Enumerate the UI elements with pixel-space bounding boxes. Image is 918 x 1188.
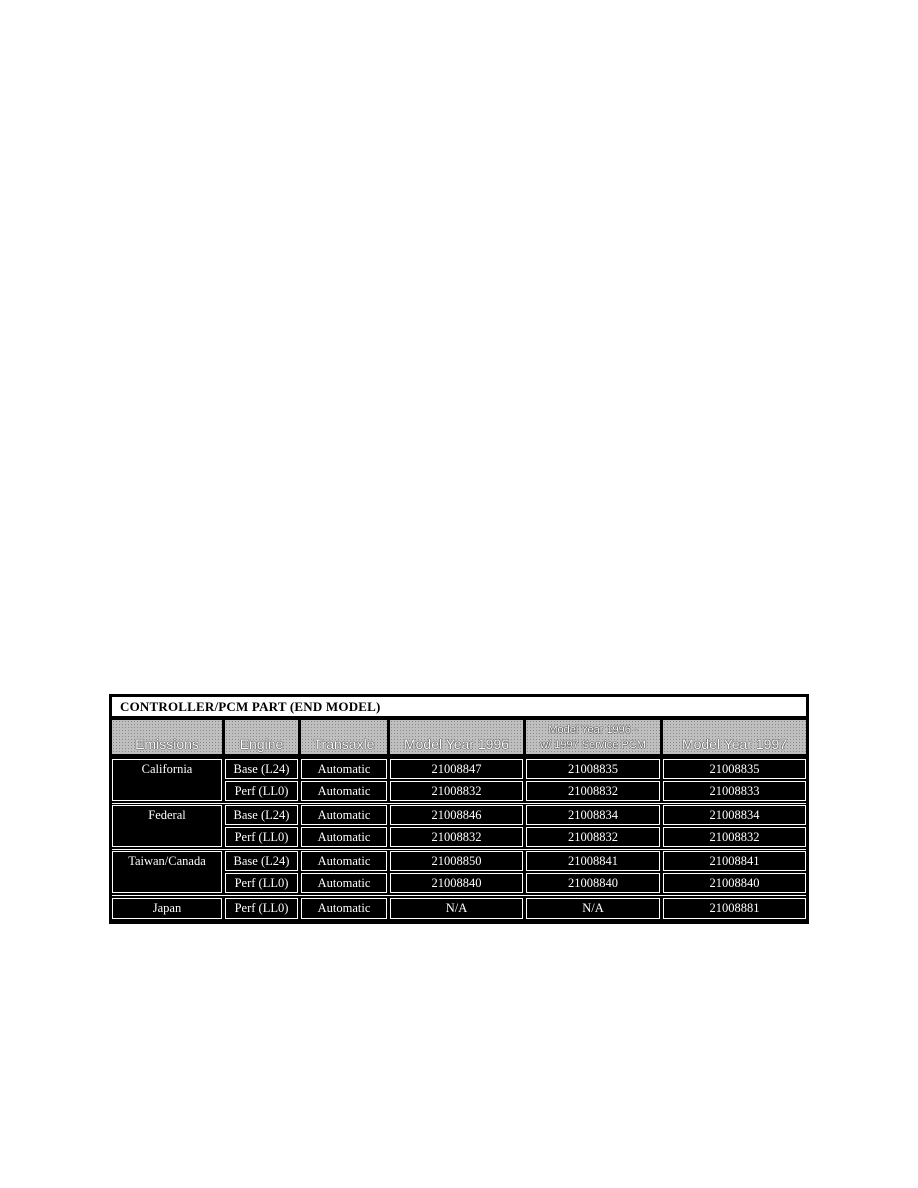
transaxle-cell: Automatic: [301, 873, 387, 893]
emissions-cell-california: California: [112, 759, 222, 801]
engine-cell: Base (L24): [225, 805, 298, 825]
transaxle-cell: Automatic: [301, 898, 387, 919]
transaxle-cell: Automatic: [301, 827, 387, 847]
header-emissions: Emissions: [112, 720, 222, 754]
group-separator: [112, 895, 806, 896]
my1997-cell: 21008881: [663, 898, 806, 919]
my1996-cell: 21008840: [390, 873, 523, 893]
my1997-cell: 21008841: [663, 851, 806, 871]
my1996svc-cell: 21008832: [526, 781, 660, 801]
engine-cell: Base (L24): [225, 851, 298, 871]
emissions-cell-taiwan-canada: Taiwan/Canada: [112, 851, 222, 893]
my1997-cell: 21008835: [663, 759, 806, 779]
transaxle-cell: Automatic: [301, 805, 387, 825]
my1996svc-cell: 21008834: [526, 805, 660, 825]
header-transaxle: Transaxle: [301, 720, 387, 754]
transaxle-cell: Automatic: [301, 759, 387, 779]
emissions-cell-japan: Japan: [112, 898, 222, 919]
my1996svc-cell: 21008832: [526, 827, 660, 847]
my1996-cell: 21008832: [390, 781, 523, 801]
my1996-cell: 21008846: [390, 805, 523, 825]
group-separator: [112, 849, 806, 850]
my1996-cell: 21008847: [390, 759, 523, 779]
engine-cell: Perf (LL0): [225, 781, 298, 801]
table-title: CONTROLLER/PCM PART (END MODEL): [120, 699, 381, 714]
emissions-cell-federal: Federal: [112, 805, 222, 847]
pcm-part-table: [109, 694, 809, 924]
my1997-cell: 21008834: [663, 805, 806, 825]
engine-cell: Base (L24): [225, 759, 298, 779]
my1996-cell: 21008850: [390, 851, 523, 871]
engine-cell: Perf (LL0): [225, 827, 298, 847]
header-model-year-1997: Model Year 1997: [663, 720, 806, 754]
engine-cell: Perf (LL0): [225, 873, 298, 893]
header-model-year-1996: Model Year 1996: [390, 720, 523, 754]
my1996svc-cell: 21008835: [526, 759, 660, 779]
my1996svc-cell: 21008840: [526, 873, 660, 893]
my1997-cell: 21008832: [663, 827, 806, 847]
header-model-year-1996-service-pcm: Model Year 1996 - w/ 1997 Service PCM: [526, 720, 660, 754]
my1997-cell: 21008833: [663, 781, 806, 801]
transaxle-cell: Automatic: [301, 851, 387, 871]
my1996-cell: N/A: [390, 898, 523, 919]
my1997-cell: 21008840: [663, 873, 806, 893]
engine-cell: Perf (LL0): [225, 898, 298, 919]
table-title-bar: [112, 697, 806, 717]
group-separator: [112, 803, 806, 804]
header-engine: Engine: [225, 720, 298, 754]
transaxle-cell: Automatic: [301, 781, 387, 801]
my1996svc-cell: 21008841: [526, 851, 660, 871]
my1996-cell: 21008832: [390, 827, 523, 847]
my1996svc-cell: N/A: [526, 898, 660, 919]
